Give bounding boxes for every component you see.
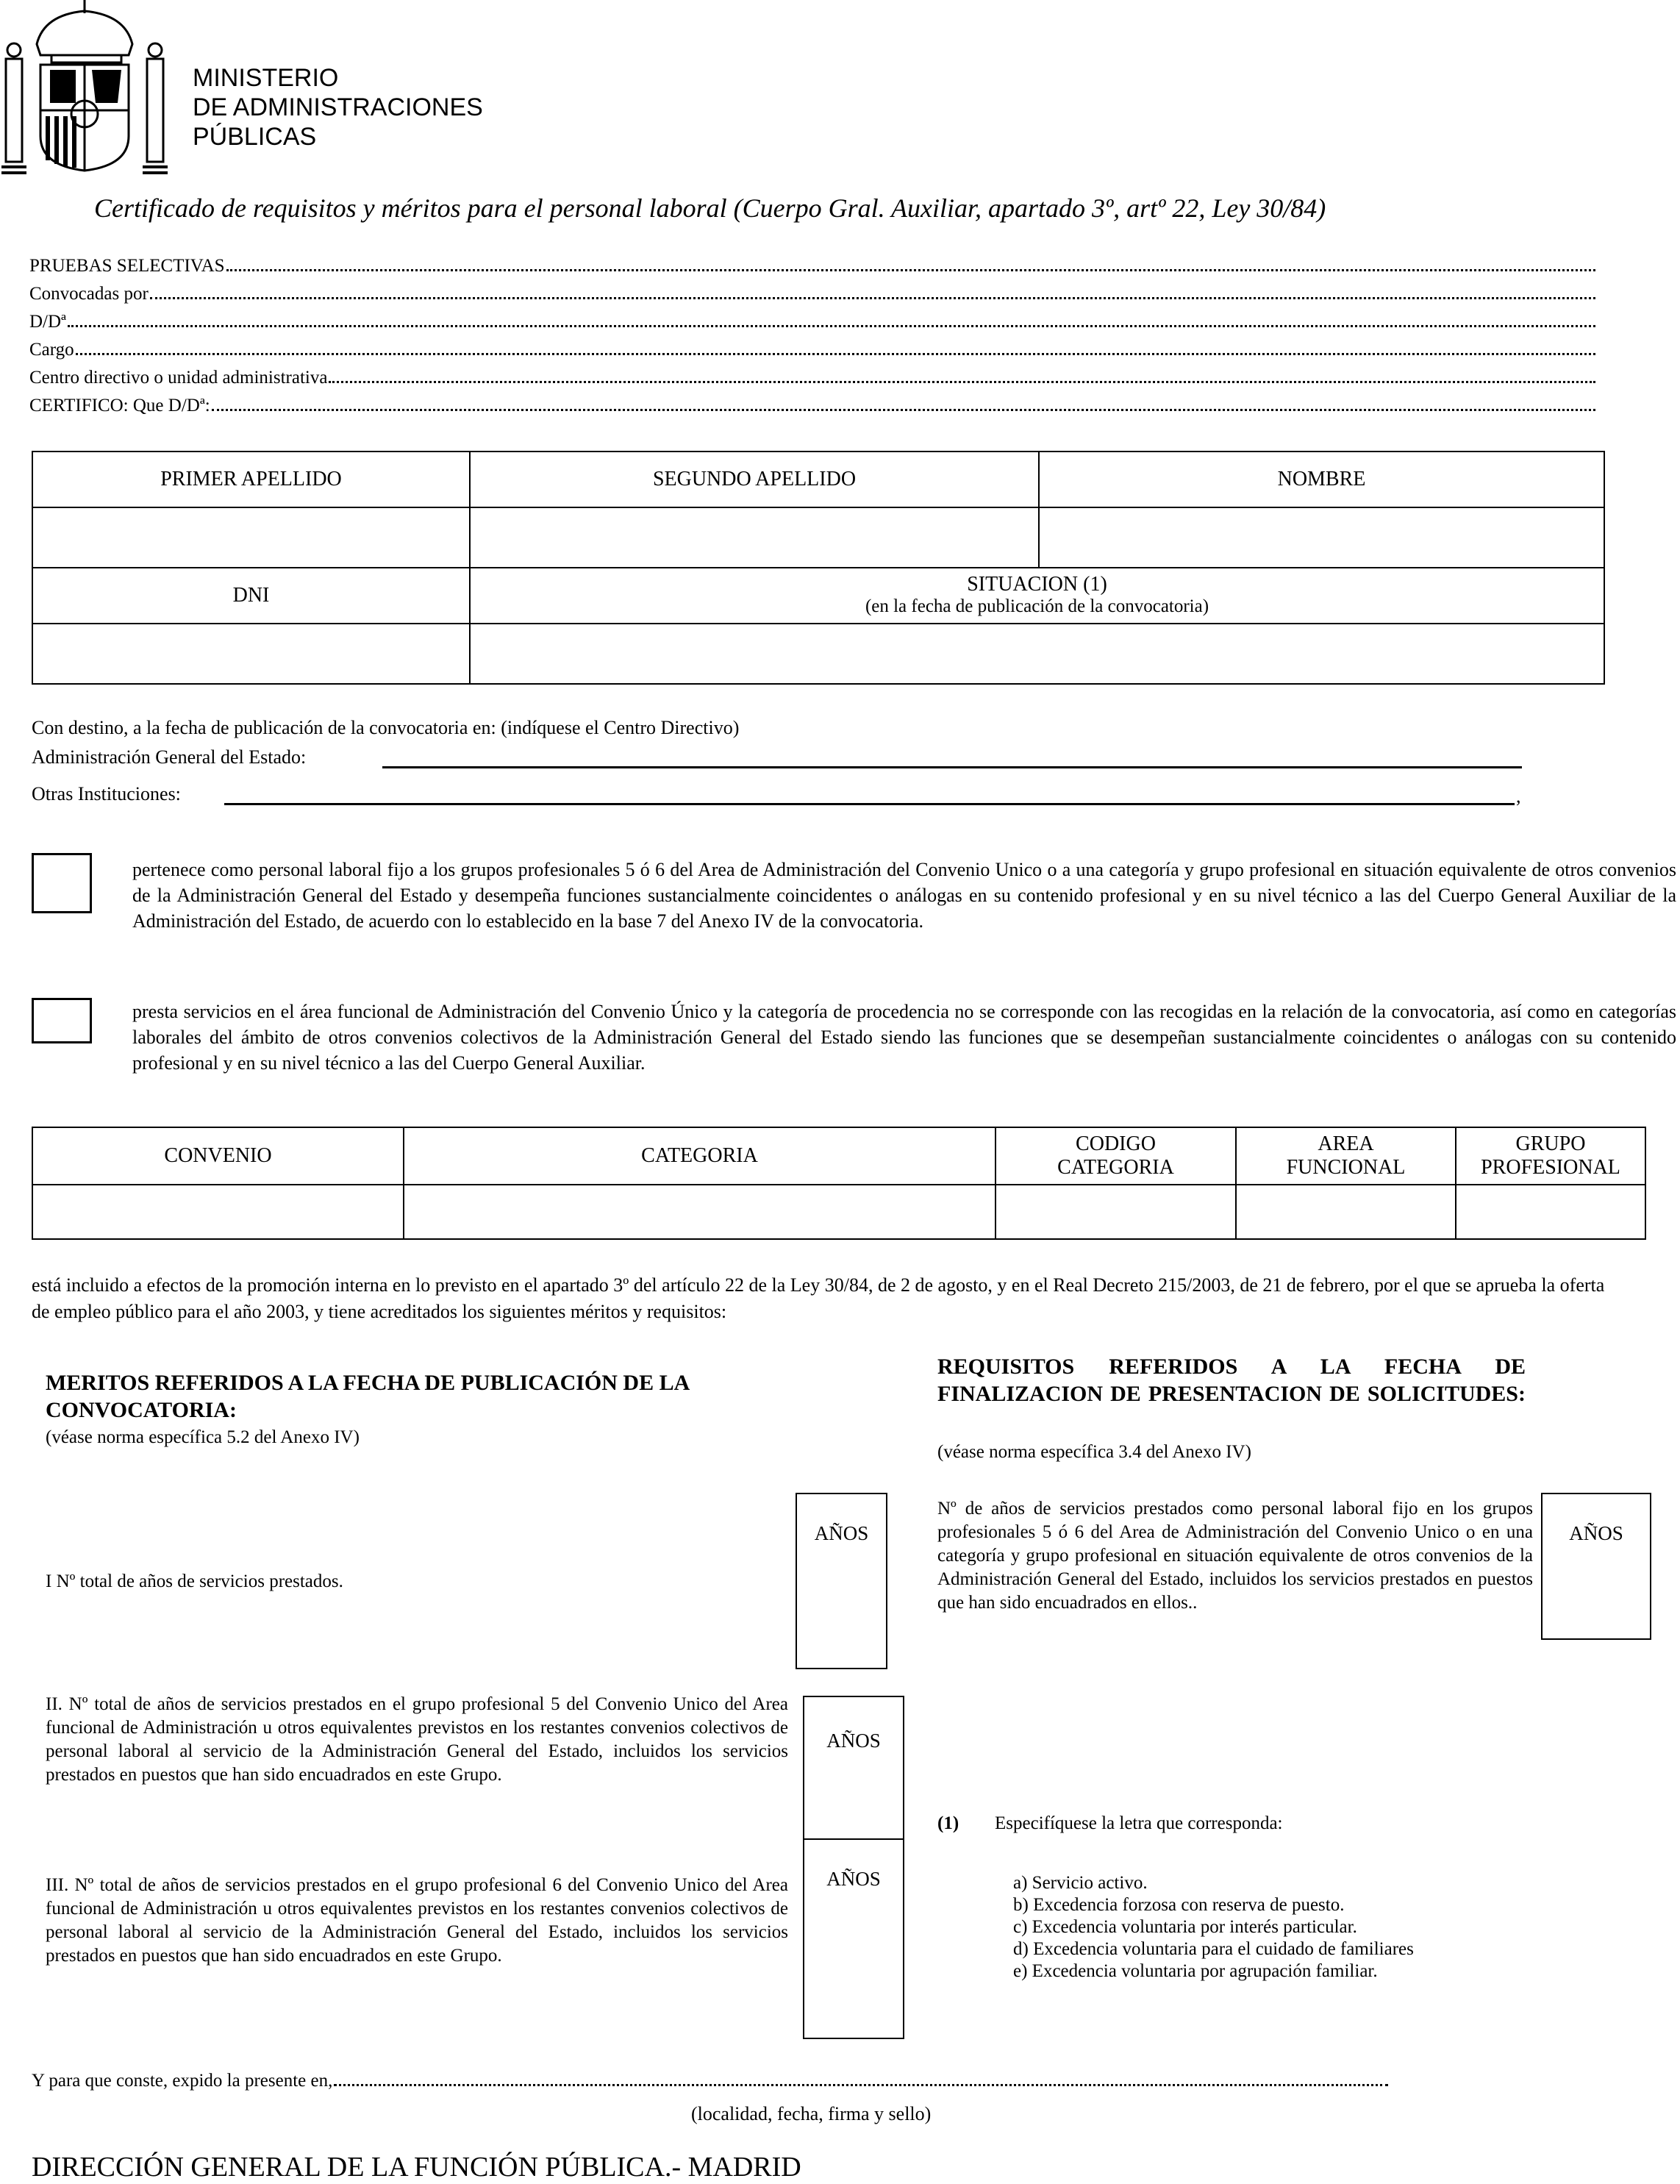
field-label: D/Dª	[29, 312, 66, 332]
field-input-line[interactable]	[329, 381, 1595, 383]
header-area-line1: AREA	[1318, 1132, 1374, 1155]
header-codigo-line1: CODIGO	[1076, 1132, 1156, 1155]
header-area-funcional	[1236, 1127, 1456, 1185]
grupo-profesional-input[interactable]	[1456, 1185, 1645, 1239]
merito-2-years-box[interactable]	[803, 1696, 904, 1840]
primer-apellido-input[interactable]	[32, 507, 470, 568]
field-label: Convocadas por	[29, 284, 149, 304]
header-situacion	[470, 568, 1604, 624]
option-1-checkbox[interactable]	[32, 853, 92, 913]
codigo-categoria-input[interactable]	[996, 1185, 1236, 1239]
field-label: Cargo	[29, 340, 74, 360]
merito-2-text: II. Nº total de años de servicios prestados en el grupo profesional 5 del Convenio Unico del Area funcional de Administración u otros equivalentes previstos en los restantes convenios colectivos de personal laboral al servicio de la Administración General del Estado, incluidos los servicios prestados en puestos que han sido encuadrados en este Grupo.	[46, 1694, 788, 1785]
header-area-line2: FUNCIONAL	[1286, 1156, 1406, 1179]
requisitos-heading: REQUISITOS REFERIDOS A LA FECHA DE FINALIZACION DE PRESENTACION DE SOLICITUDES:	[937, 1355, 1526, 1406]
field-input-line[interactable]	[226, 269, 1595, 271]
field-pruebas-selectivas[interactable]	[29, 251, 1595, 276]
meritos-subheading: (véase norma específica 5.2 del Anexo IV)	[46, 1427, 360, 1447]
closing-label: Y para que conste, expido la presente en,	[32, 2071, 333, 2091]
header-grupo-profesional	[1456, 1127, 1645, 1185]
otras-instituciones-label: Otras Instituciones:	[32, 783, 181, 804]
incluido-paragraph: está incluido a efectos de la promoción interna en lo previsto en el apartado 3º del artículo 22 de la Ley 30/84, de 2 de agosto, y en el Real Decreto 215/2003, de 21 de febrero, por el que se aprueba la oferta de empleo público para el año 2003, y tiene acreditados los siguientes méritos y requisitos:	[32, 1274, 1605, 1322]
closing-field[interactable]	[32, 2066, 1388, 2091]
otras-suffix: ,	[1516, 785, 1521, 807]
identity-table	[32, 451, 1605, 685]
footnote-marker: (1)	[937, 1813, 959, 1833]
header-segundo-apellido: SEGUNDO APELLIDO	[470, 452, 1039, 507]
nombre-input[interactable]	[1039, 507, 1604, 568]
header-grupo-line1: GRUPO	[1515, 1132, 1586, 1155]
convenio-input[interactable]	[32, 1185, 404, 1239]
field-label: PRUEBAS SELECTIVAS	[29, 256, 225, 276]
closing-input-line[interactable]	[334, 2084, 1388, 2086]
requisitos-heading-lines	[937, 1353, 1526, 1407]
field-certifico[interactable]	[29, 391, 1595, 416]
field-input-line[interactable]	[150, 297, 1595, 299]
situacion-subtitle: (en la fecha de publicación de la convocatoria)	[865, 596, 1209, 616]
ministry-line-2: DE ADMINISTRACIONES	[193, 93, 483, 121]
situacion-title: SITUACION (1)	[967, 573, 1107, 596]
situacion-option-c: c) Excedencia voluntaria por interés particular.	[1013, 1917, 1357, 1937]
otras-instituciones-input-line[interactable]	[224, 803, 1515, 805]
meritos-heading: MERITOS REFERIDOS A LA FECHA DE PUBLICACIÓN DE LA CONVOCATORIA:	[46, 1371, 689, 1422]
merito-2-unit: AÑOS	[826, 1730, 881, 1752]
merito-1-text: I Nº total de años de servicios prestados.	[46, 1571, 343, 1591]
field-input-line[interactable]	[76, 353, 1595, 355]
field-input-line[interactable]	[68, 325, 1595, 327]
option-2-text: presta servicios en el área funcional de Administración del Convenio Único y la categoría de procedencia no se corresponde con las recogidas en la relación de la convocatoria, así como en categorías laborales del ámbito de otros convenios colectivos de la Administración General del Estado siendo las funciones que se desempeñan sustancialmente coincidentes o análogas con su contenido profesional y en su nivel técnico a las del Cuerpo General Auxiliar.	[132, 1001, 1676, 1074]
requisito-years-box[interactable]	[1541, 1493, 1651, 1640]
field-cargo[interactable]	[29, 335, 1595, 360]
merito-3-unit: AÑOS	[826, 1868, 881, 1890]
merito-1-unit: AÑOS	[814, 1522, 869, 1544]
ministry-line-3: PÚBLICAS	[193, 123, 317, 151]
header-nombre: NOMBRE	[1039, 452, 1604, 507]
merito-1-years-box[interactable]	[796, 1493, 887, 1669]
situacion-option-a: a) Servicio activo.	[1013, 1873, 1148, 1893]
situacion-option-d: d) Excedencia voluntaria para el cuidado de familiares	[1013, 1939, 1414, 1959]
header-codigo-line2: CATEGORIA	[1057, 1156, 1174, 1179]
situacion-option-e: e) Excedencia voluntaria por agrupación familiar.	[1013, 1961, 1378, 1981]
segundo-apellido-input[interactable]	[470, 507, 1039, 568]
header-dni: DNI	[32, 568, 470, 624]
merito-3-text: III. Nº total de años de servicios prestados en el grupo profesional 6 del Convenio Unico del Area funcional de Administración u otros equivalentes previstos en los restantes convenios colectivos de personal laboral al servicio de la Administración General del Estado, incluidos los servicios prestados en puestos que han sido encuadrados en este Grupo.	[46, 1875, 788, 1966]
document-title: Certificado de requisitos y méritos para el personal laboral (Cuerpo Gral. Auxiliar, apartado 3º, artº 22, Ley 30/84)	[94, 193, 1326, 223]
situacion-options-list	[1013, 1872, 1414, 1983]
closing-caption: (localidad, fecha, firma y sello)	[691, 2103, 932, 2124]
footnote-text: Especifíquese la letra que corresponda:	[995, 1813, 1283, 1833]
destino-intro: Con destino, a la fecha de publicación de la convocatoria en: (indíquese el Centro Directivo)	[32, 717, 740, 738]
situacion-input[interactable]	[470, 624, 1604, 684]
requisito-unit: AÑOS	[1569, 1522, 1623, 1544]
merito-3-years-box[interactable]	[803, 1838, 904, 2039]
ministry-line-1: MINISTERIO	[193, 64, 339, 92]
header-codigo-categoria	[996, 1127, 1236, 1185]
field-d-da[interactable]	[29, 307, 1595, 332]
option-2-checkbox[interactable]	[32, 998, 92, 1043]
dni-input[interactable]	[32, 624, 470, 684]
header-grupo-line2: PROFESIONAL	[1481, 1156, 1620, 1179]
categoria-input[interactable]	[404, 1185, 996, 1239]
field-label: Centro directivo o unidad administrativa	[29, 368, 328, 388]
coat-of-arms-logo	[0, 0, 176, 180]
area-funcional-input[interactable]	[1236, 1185, 1456, 1239]
field-label: CERTIFICO: Que D/Dª:	[29, 396, 210, 415]
option-1-text: pertenece como personal laboral fijo a los grupos profesionales 5 ó 6 del Area de Administración del Convenio Unico o a una categoría y grupo profesional en situación equivalente de otros convenios de la Administración General del Estado y desempeña funciones sustancialmente coincidentes o análogas en su contenido profesional y en su nivel técnico a las del Cuerpo General Auxiliar de la Administración del Estado, de acuerdo con lo establecido en la base 7 del Anexo IV de la convocatoria.	[132, 859, 1676, 932]
age-label: Administración General del Estado:	[32, 746, 307, 768]
requisito-text: Nº de años de servicios prestados como personal laboral fijo en los grupos profesionales 5 ó 6 del Area de Administración del Convenio Unico o en una categoría y grupo profesional en situación equivalente de otros convenios de la Administración General del Estado, incluidos los servicios prestados en puestos que han sido encuadrados en ellos..	[937, 1499, 1533, 1613]
age-input-line[interactable]	[382, 766, 1522, 768]
header-convenio: CONVENIO	[32, 1127, 404, 1185]
field-convocadas-por[interactable]	[29, 279, 1595, 304]
header-primer-apellido: PRIMER APELLIDO	[32, 452, 470, 507]
field-input-line[interactable]	[212, 409, 1595, 411]
situacion-option-b: b) Excedencia forzosa con reserva de puesto.	[1013, 1895, 1345, 1915]
footer-office: DIRECCIÓN GENERAL DE LA FUNCIÓN PÚBLICA.- MADRID	[32, 2152, 801, 2183]
requisitos-subheading: (véase norma específica 3.4 del Anexo IV)	[937, 1442, 1251, 1462]
field-centro-directivo[interactable]	[29, 363, 1595, 388]
convenio-table	[32, 1127, 1646, 1240]
header-categoria: CATEGORIA	[404, 1127, 996, 1185]
